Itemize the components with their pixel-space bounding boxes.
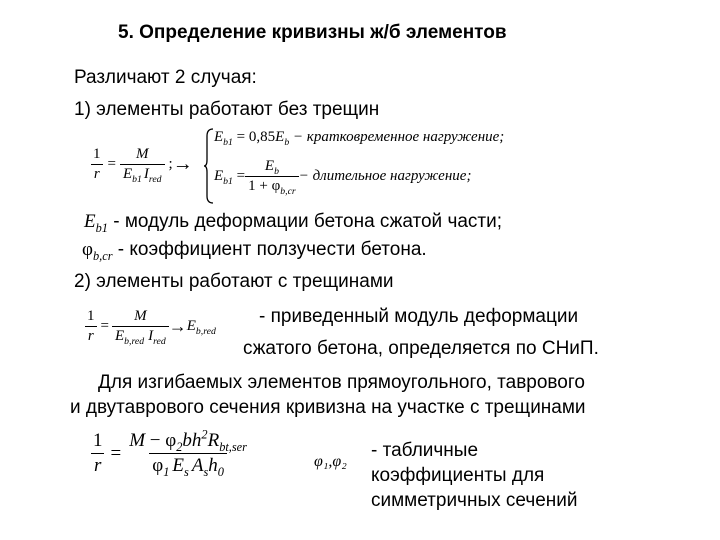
arrow-right-icon: → [168,316,187,336]
case2-curvature-formula: $\frac{1}{r}$ = $\frac{M}{E_{b,red} I_{red}}$ → $E_{b,red}$ [84,308,216,345]
definition-phi: $\varphi_{b,cr}$ - коэффициент ползучести бетона. [82,239,427,263]
mid-fraction [120,146,165,183]
lhs-denominator: r [91,164,103,183]
paragraph-line2: и двутаврового сечения кривизна на участке с трещинами [70,397,586,418]
crack-curvature-formula: $\frac{1}{r}$ = $\frac{M - \varphi_2bh^2R_{bt,ser}}{\varphi_1 E_s A_sh_0}$ [93,427,247,479]
case2-desc-line1: - приведенный модуль деформации [259,306,579,327]
separator: ; [168,156,173,172]
page-title: 5. Определение кривизны ж/б элементов [118,22,507,43]
case1-line-long-term: $E_{b1}$ = $\frac{E_b}{1 + \varphi_{b,cr}}$ − длительное нагружение; [214,158,472,197]
mid-numerator: M [136,146,149,162]
case1-curvature-formula [90,146,193,183]
coefficient-symbols: φ₁,φ₂ [314,453,347,470]
case2-desc-line2: сжатого бетона, определяется по СНиП. [243,338,599,359]
lhs-numerator: 1 [93,146,101,162]
paragraph-line1: Для изгибаемых элементов прямоугольного, таврового [98,372,585,393]
equals-sign: = [107,156,116,172]
coef-desc-line3: симметричных сечений [371,490,578,511]
long-term-fraction: $\frac{E_b}{1 + \varphi_{b,cr}}$ [245,158,299,195]
coef-desc-line2: коэффициенты для [371,465,545,486]
coef-desc-line1: - табличные [371,440,479,461]
intro-text: Различают 2 случая: [74,67,257,88]
case1-heading: 1) элементы работают без трещин [74,99,380,120]
mid-denominator: $E_{b1}$ $I_{red}$ [120,164,165,183]
case2-heading: 2) элементы работают с трещинами [74,271,394,292]
definition-eb1: $E_{b1}$ - модуль деформации бетона сжатой части; [84,211,502,235]
lhs-fraction [90,146,104,183]
case1-line-short-term: $E_{b1} = 0,85E_b$ − кратковременное нагружение; [214,129,505,148]
arrow-right-icon: → [172,153,193,175]
brace-icon [204,128,214,204]
